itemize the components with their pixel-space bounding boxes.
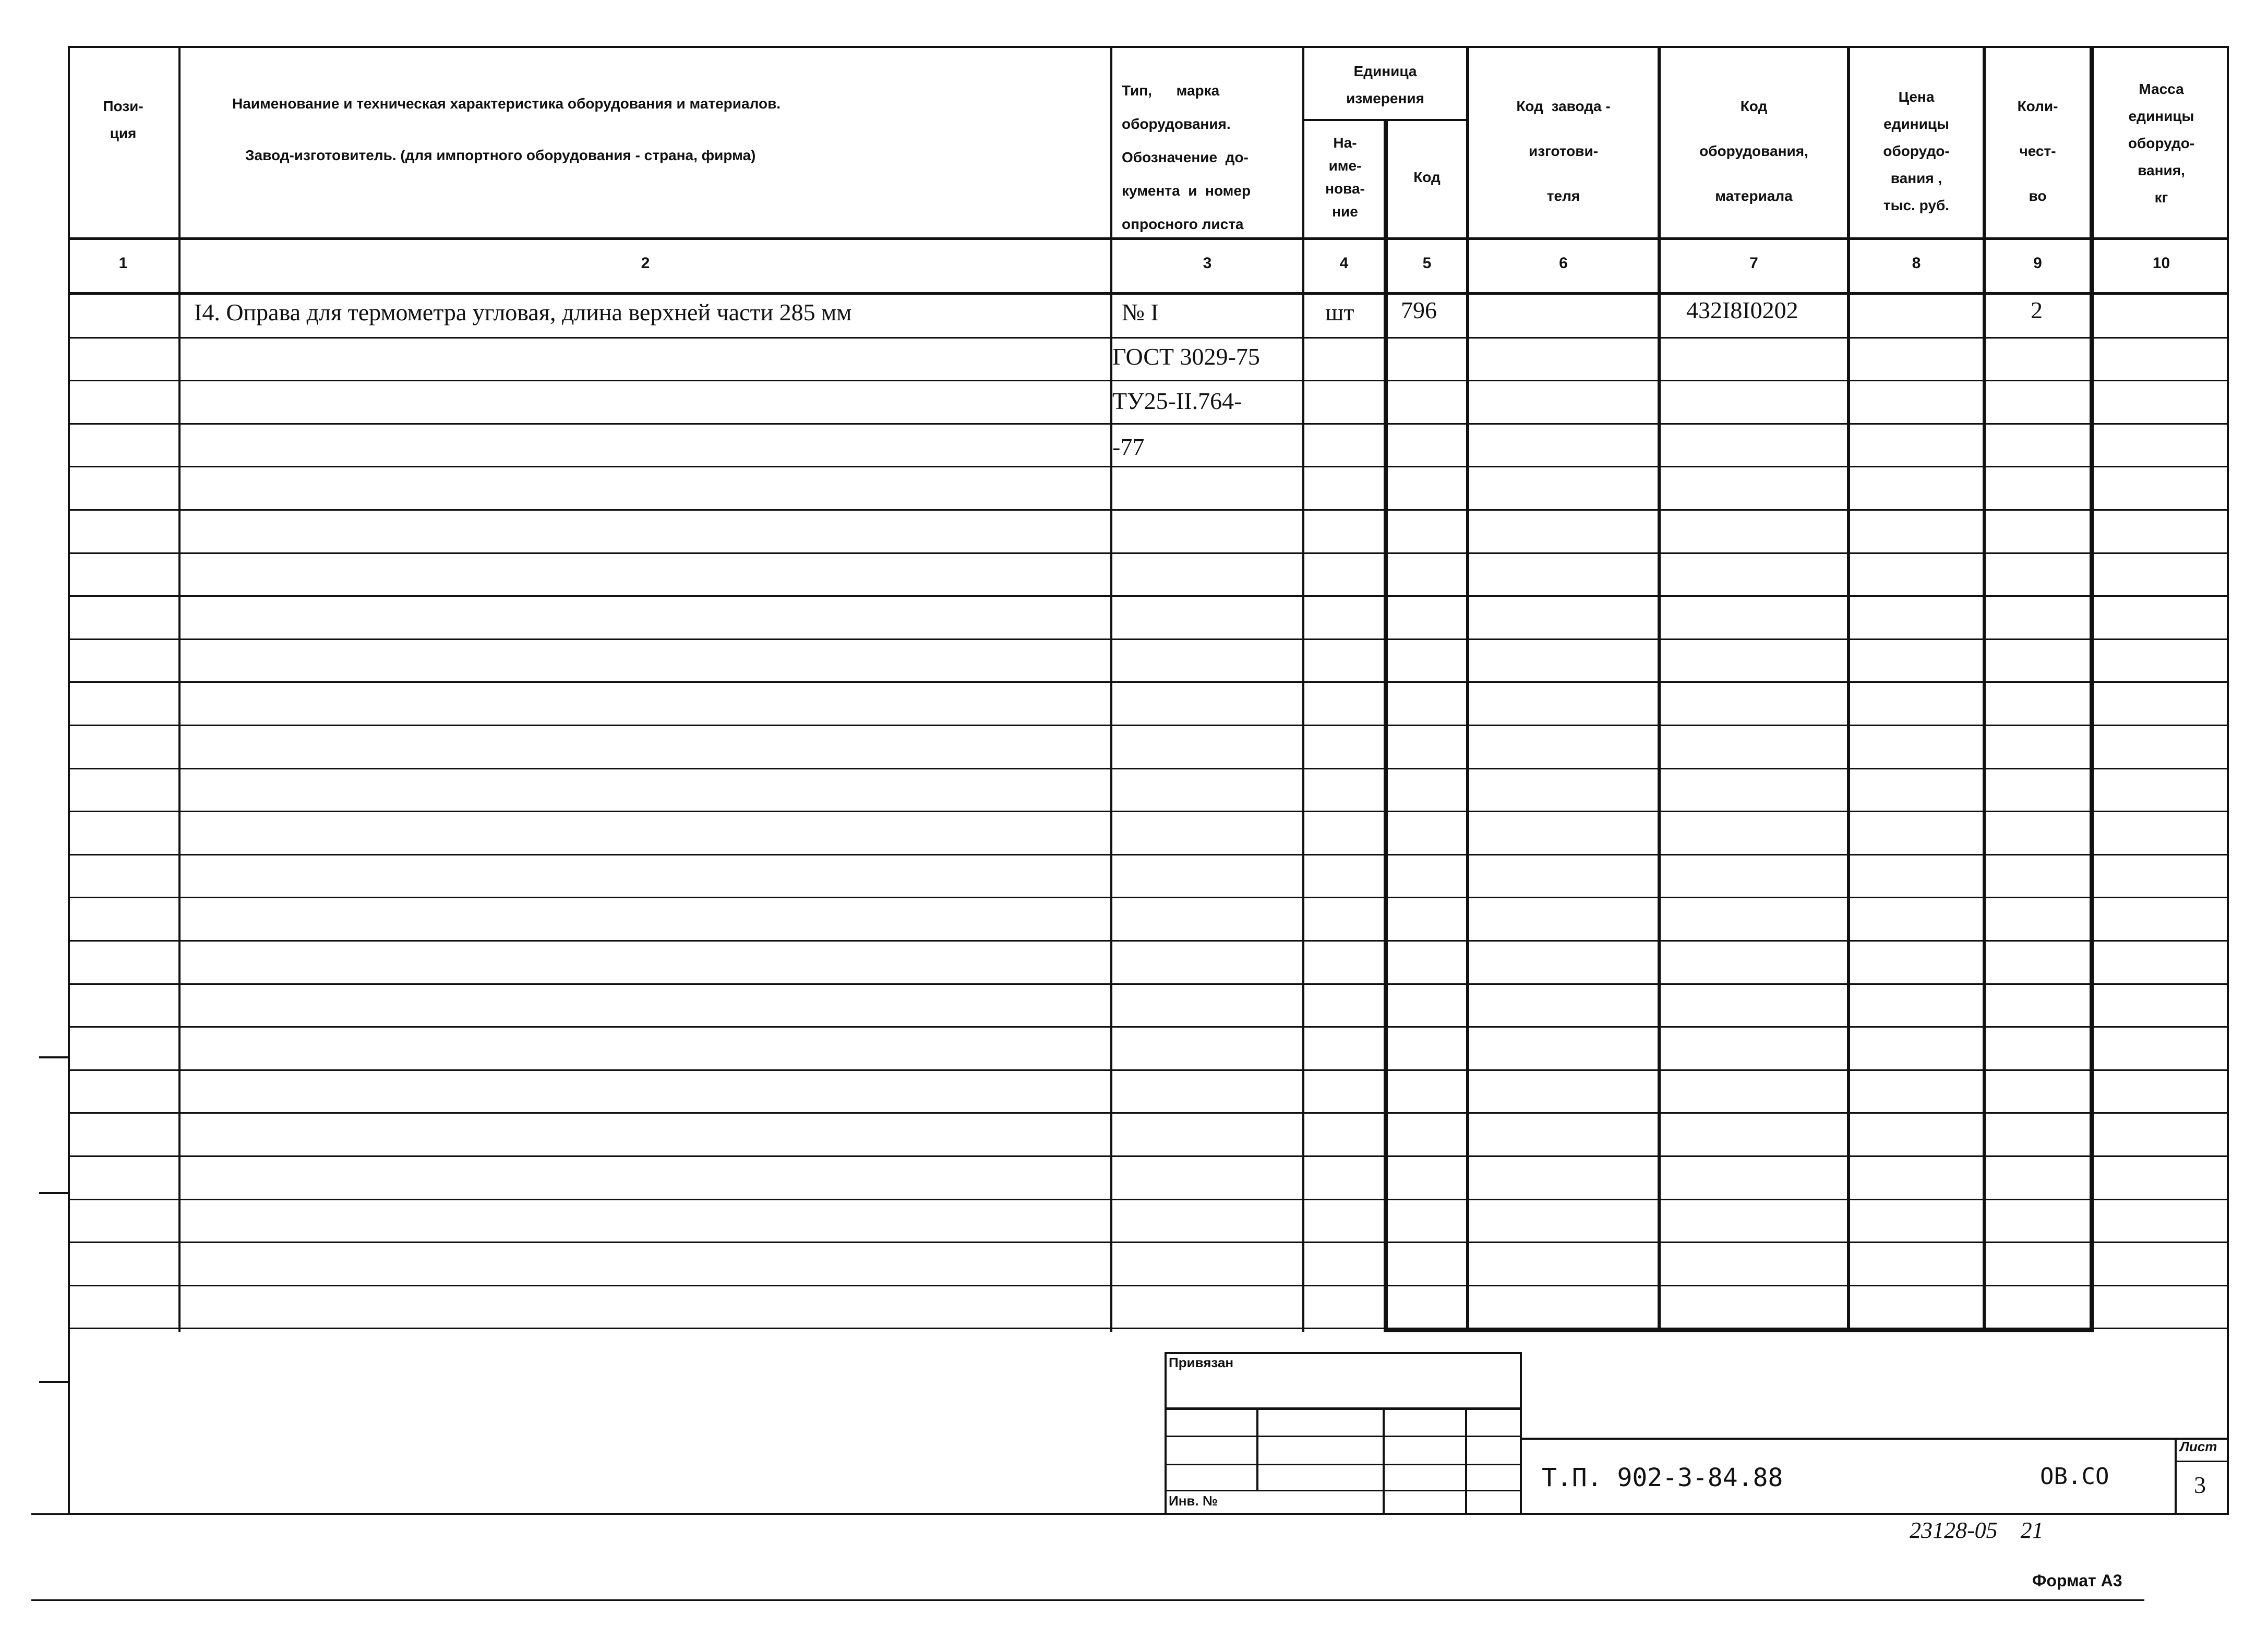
table-row-line xyxy=(68,681,2229,683)
sheet-label: Лист xyxy=(2180,1439,2217,1454)
margin-mark xyxy=(39,1192,68,1194)
column-number: 9 xyxy=(2033,255,2042,272)
table-row-line xyxy=(68,811,2229,812)
header-price: Цена единицы оборудо- вания , тыс. руб. xyxy=(1883,89,1950,213)
stamp-number: 23128-05 21 xyxy=(1910,1517,2044,1543)
table-row-line xyxy=(68,897,2229,898)
approval-line xyxy=(1165,1407,1522,1410)
table-row-line xyxy=(68,854,2229,855)
item-unit-code: 796 xyxy=(1401,297,1437,323)
item-type-line1: № I xyxy=(1122,299,1159,326)
unit-group-divider xyxy=(1302,119,1468,121)
item-type-line3: ТУ25-II.764- xyxy=(1112,388,1242,414)
table-row-line xyxy=(68,1069,2229,1071)
header-quantity: Коли- чест- во xyxy=(2017,98,2058,204)
item-quantity: 2 xyxy=(2031,297,2043,323)
table-row-line xyxy=(68,552,2229,554)
table-row-line xyxy=(68,768,2229,769)
approval-vline xyxy=(1383,1407,1385,1515)
sheet-number: 3 xyxy=(2194,1472,2206,1498)
approval-vline xyxy=(1465,1407,1467,1515)
header-type: Тип, марка оборудования. Обозначение до- кумента и номер опросного листа xyxy=(1122,82,1251,232)
sheet-code: ОВ.СО xyxy=(2040,1463,2109,1490)
table-row-line xyxy=(68,1328,2229,1329)
header-name-line2: Завод-изготовитель. (для импортного оборудования - страна, фирма) xyxy=(245,147,756,163)
frame-bottom-ext xyxy=(31,1513,68,1515)
approval-line xyxy=(1165,1464,1522,1465)
table-row-line xyxy=(68,380,2229,381)
column-number: 3 xyxy=(1203,255,1212,272)
table-row-line xyxy=(68,337,2229,339)
table-row-line xyxy=(68,983,2229,985)
column-number: 6 xyxy=(1559,255,1568,272)
inv-no-label: Инв. № xyxy=(1169,1493,1218,1509)
table-row-line xyxy=(68,638,2229,640)
item-name: I4. Оправа для термометра угловая, длина верхней части 285 мм xyxy=(194,299,852,326)
table-row-line xyxy=(68,1112,2229,1114)
header-unit-name: На- име- нова- ние xyxy=(1325,135,1365,220)
table-row-line xyxy=(68,1026,2229,1028)
format-label: Формат А3 xyxy=(2032,1571,2122,1590)
item-type-line2: ГОСТ 3029-75 xyxy=(1112,343,1260,370)
column-number: 10 xyxy=(2152,255,2170,272)
item-type-line4: -77 xyxy=(1112,433,1145,460)
column-number: 4 xyxy=(1339,255,1349,272)
header-unit-code: Код xyxy=(1413,169,1441,185)
sheet-box-hline xyxy=(2175,1461,2229,1462)
margin-mark xyxy=(39,1056,68,1058)
column-number: 8 xyxy=(1912,255,1921,272)
colnum-bottom-line xyxy=(68,292,2229,295)
item-equipment-code: 432I8I0202 xyxy=(1686,297,1798,323)
table-row-line xyxy=(68,1199,2229,1200)
table-row-line xyxy=(68,466,2229,467)
table-row-line xyxy=(68,1155,2229,1157)
table-row-line xyxy=(68,595,2229,597)
item-unit-name: шт xyxy=(1325,299,1354,326)
header-factory-code: Код завода - изготови- теля xyxy=(1516,98,1611,204)
table-row-line xyxy=(68,725,2229,726)
column-number: 5 xyxy=(1422,255,1432,272)
doc-block-top xyxy=(1522,1438,2229,1440)
header-equipment-code: Код оборудования, материала xyxy=(1699,98,1808,204)
column-number: 1 xyxy=(118,255,128,272)
column-number: 7 xyxy=(1749,255,1758,272)
doc-code: Т.П. 902-3-84.88 xyxy=(1542,1463,1783,1492)
header-mass: Масса единицы оборудо- вания, кг xyxy=(2128,81,2195,206)
table-row-line xyxy=(68,940,2229,942)
table-row-line xyxy=(68,423,2229,425)
bottom-cut-line xyxy=(31,1599,2144,1601)
margin-mark xyxy=(39,1381,68,1383)
column-number: 2 xyxy=(641,255,650,272)
header-position: Пози- ция xyxy=(103,98,143,141)
privyazan-label: Привязан xyxy=(1169,1355,1234,1370)
table-row-line xyxy=(68,1285,2229,1286)
approval-line xyxy=(1165,1436,1522,1437)
table-row-line xyxy=(68,1242,2229,1243)
sheet-box-vline xyxy=(2175,1438,2177,1515)
approval-vline xyxy=(1256,1407,1258,1491)
table-row-line xyxy=(68,509,2229,511)
approval-line xyxy=(1165,1490,1522,1491)
header-unit-group: Единица измерения xyxy=(1346,63,1424,106)
header-name-line1: Наименование и техническая характеристика оборудования и материалов. xyxy=(232,95,781,112)
